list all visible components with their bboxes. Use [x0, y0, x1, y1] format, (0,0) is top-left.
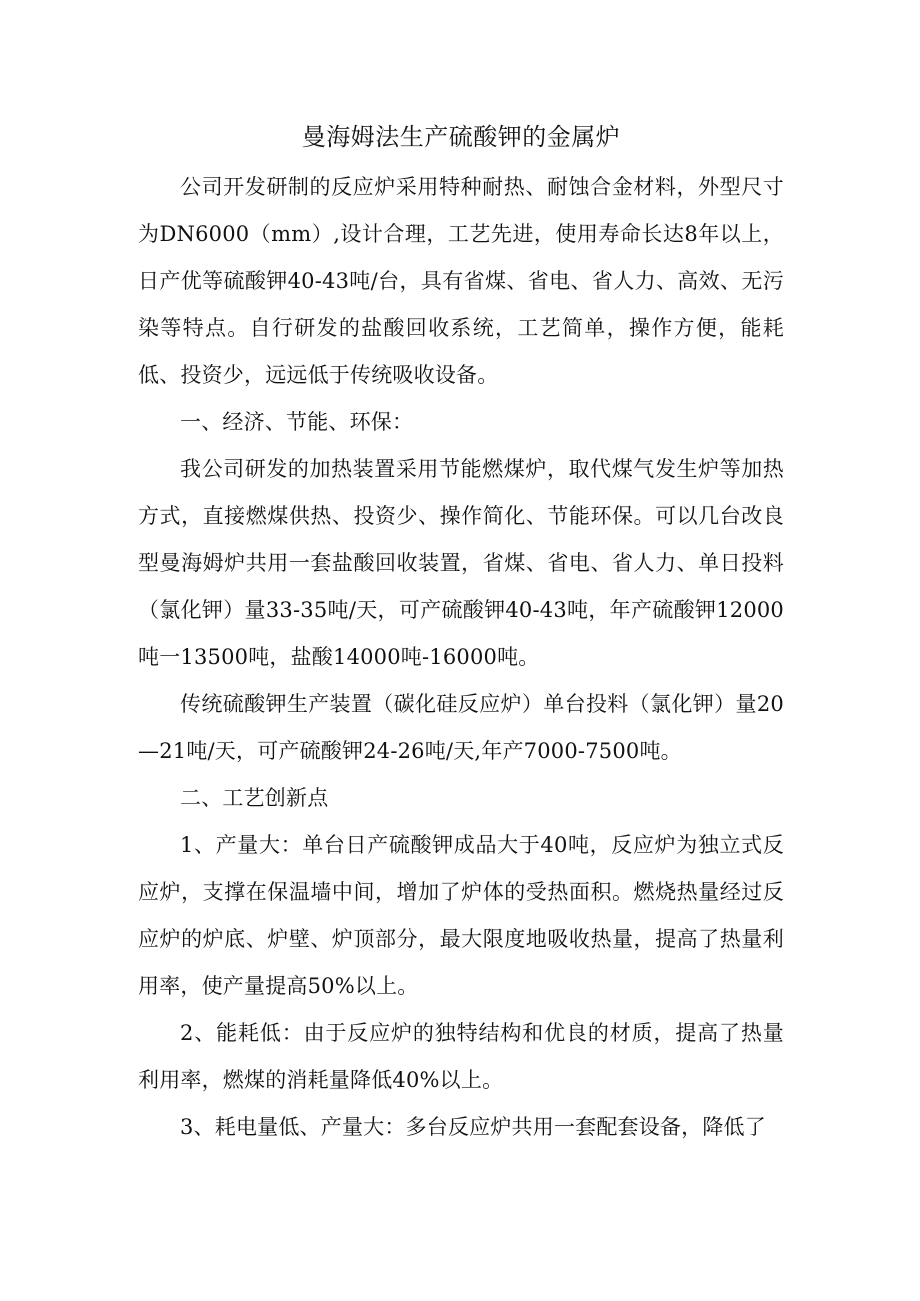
paragraph-point-2: 2、能耗低：由于反应炉的独特结构和优良的材质，提高了热量利用率，燃煤的消耗量降低40%以上。 — [138, 1021, 784, 1092]
paragraph-point-3: 3、耗电量低、产量大：多台反应炉共用一套配套设备，降低了 — [180, 1115, 766, 1139]
paragraph-point-1: 1、产量大：单台日产硫酸钾成品大于40吨，反应炉为独立式反应炉，支撑在保温墙中间，增加了炉体的受热面积。燃烧热量经过反应炉的炉底、炉壁、炉顶部分，最大限度地吸收热量，提高了热量利用率，使产量提高50%以上。 — [138, 833, 784, 998]
document-body — [138, 112, 784, 1151]
document-title: 曼海姆法生产硫酸钾的金属炉 — [301, 123, 621, 151]
paragraph-intro: 公司开发研制的反应炉采用特种耐热、耐蚀合金材料，外型尺寸为DN6000（mm）,设计合理，工艺先进，使用寿命长达8年以上，日产优等硫酸钾40-43吨/台，具有省煤、省电、省人力、高效、无污染等特点。自行研发的盐酸回收系统，工艺简单，操作方便，能耗低、投资少，远远低于传统吸收设备。 — [138, 175, 784, 387]
section-heading-economy: 一、经济、节能、环保： — [180, 410, 414, 434]
paragraph-traditional-device: 传统硫酸钾生产装置（碳化硅反应炉）单台投料（氯化钾）量20—21吨/天，可产硫酸钾24-26吨/天,年产7000-7500吨。 — [138, 692, 784, 763]
paragraph-heating-device: 我公司研发的加热装置采用节能燃煤炉，取代煤气发生炉等加热方式，直接燃煤供热、投资少、操作简化、节能环保。可以几台改良型曼海姆炉共用一套盐酸回收装置，省煤、省电、省人力、单日投料（氯化钾）量33-35吨/天，可产硫酸钾40-43吨，年产硫酸钾12000吨一13500吨，盐酸14000吨-16000吨。 — [138, 457, 784, 669]
section-heading-innovation: 二、工艺创新点 — [180, 786, 329, 810]
